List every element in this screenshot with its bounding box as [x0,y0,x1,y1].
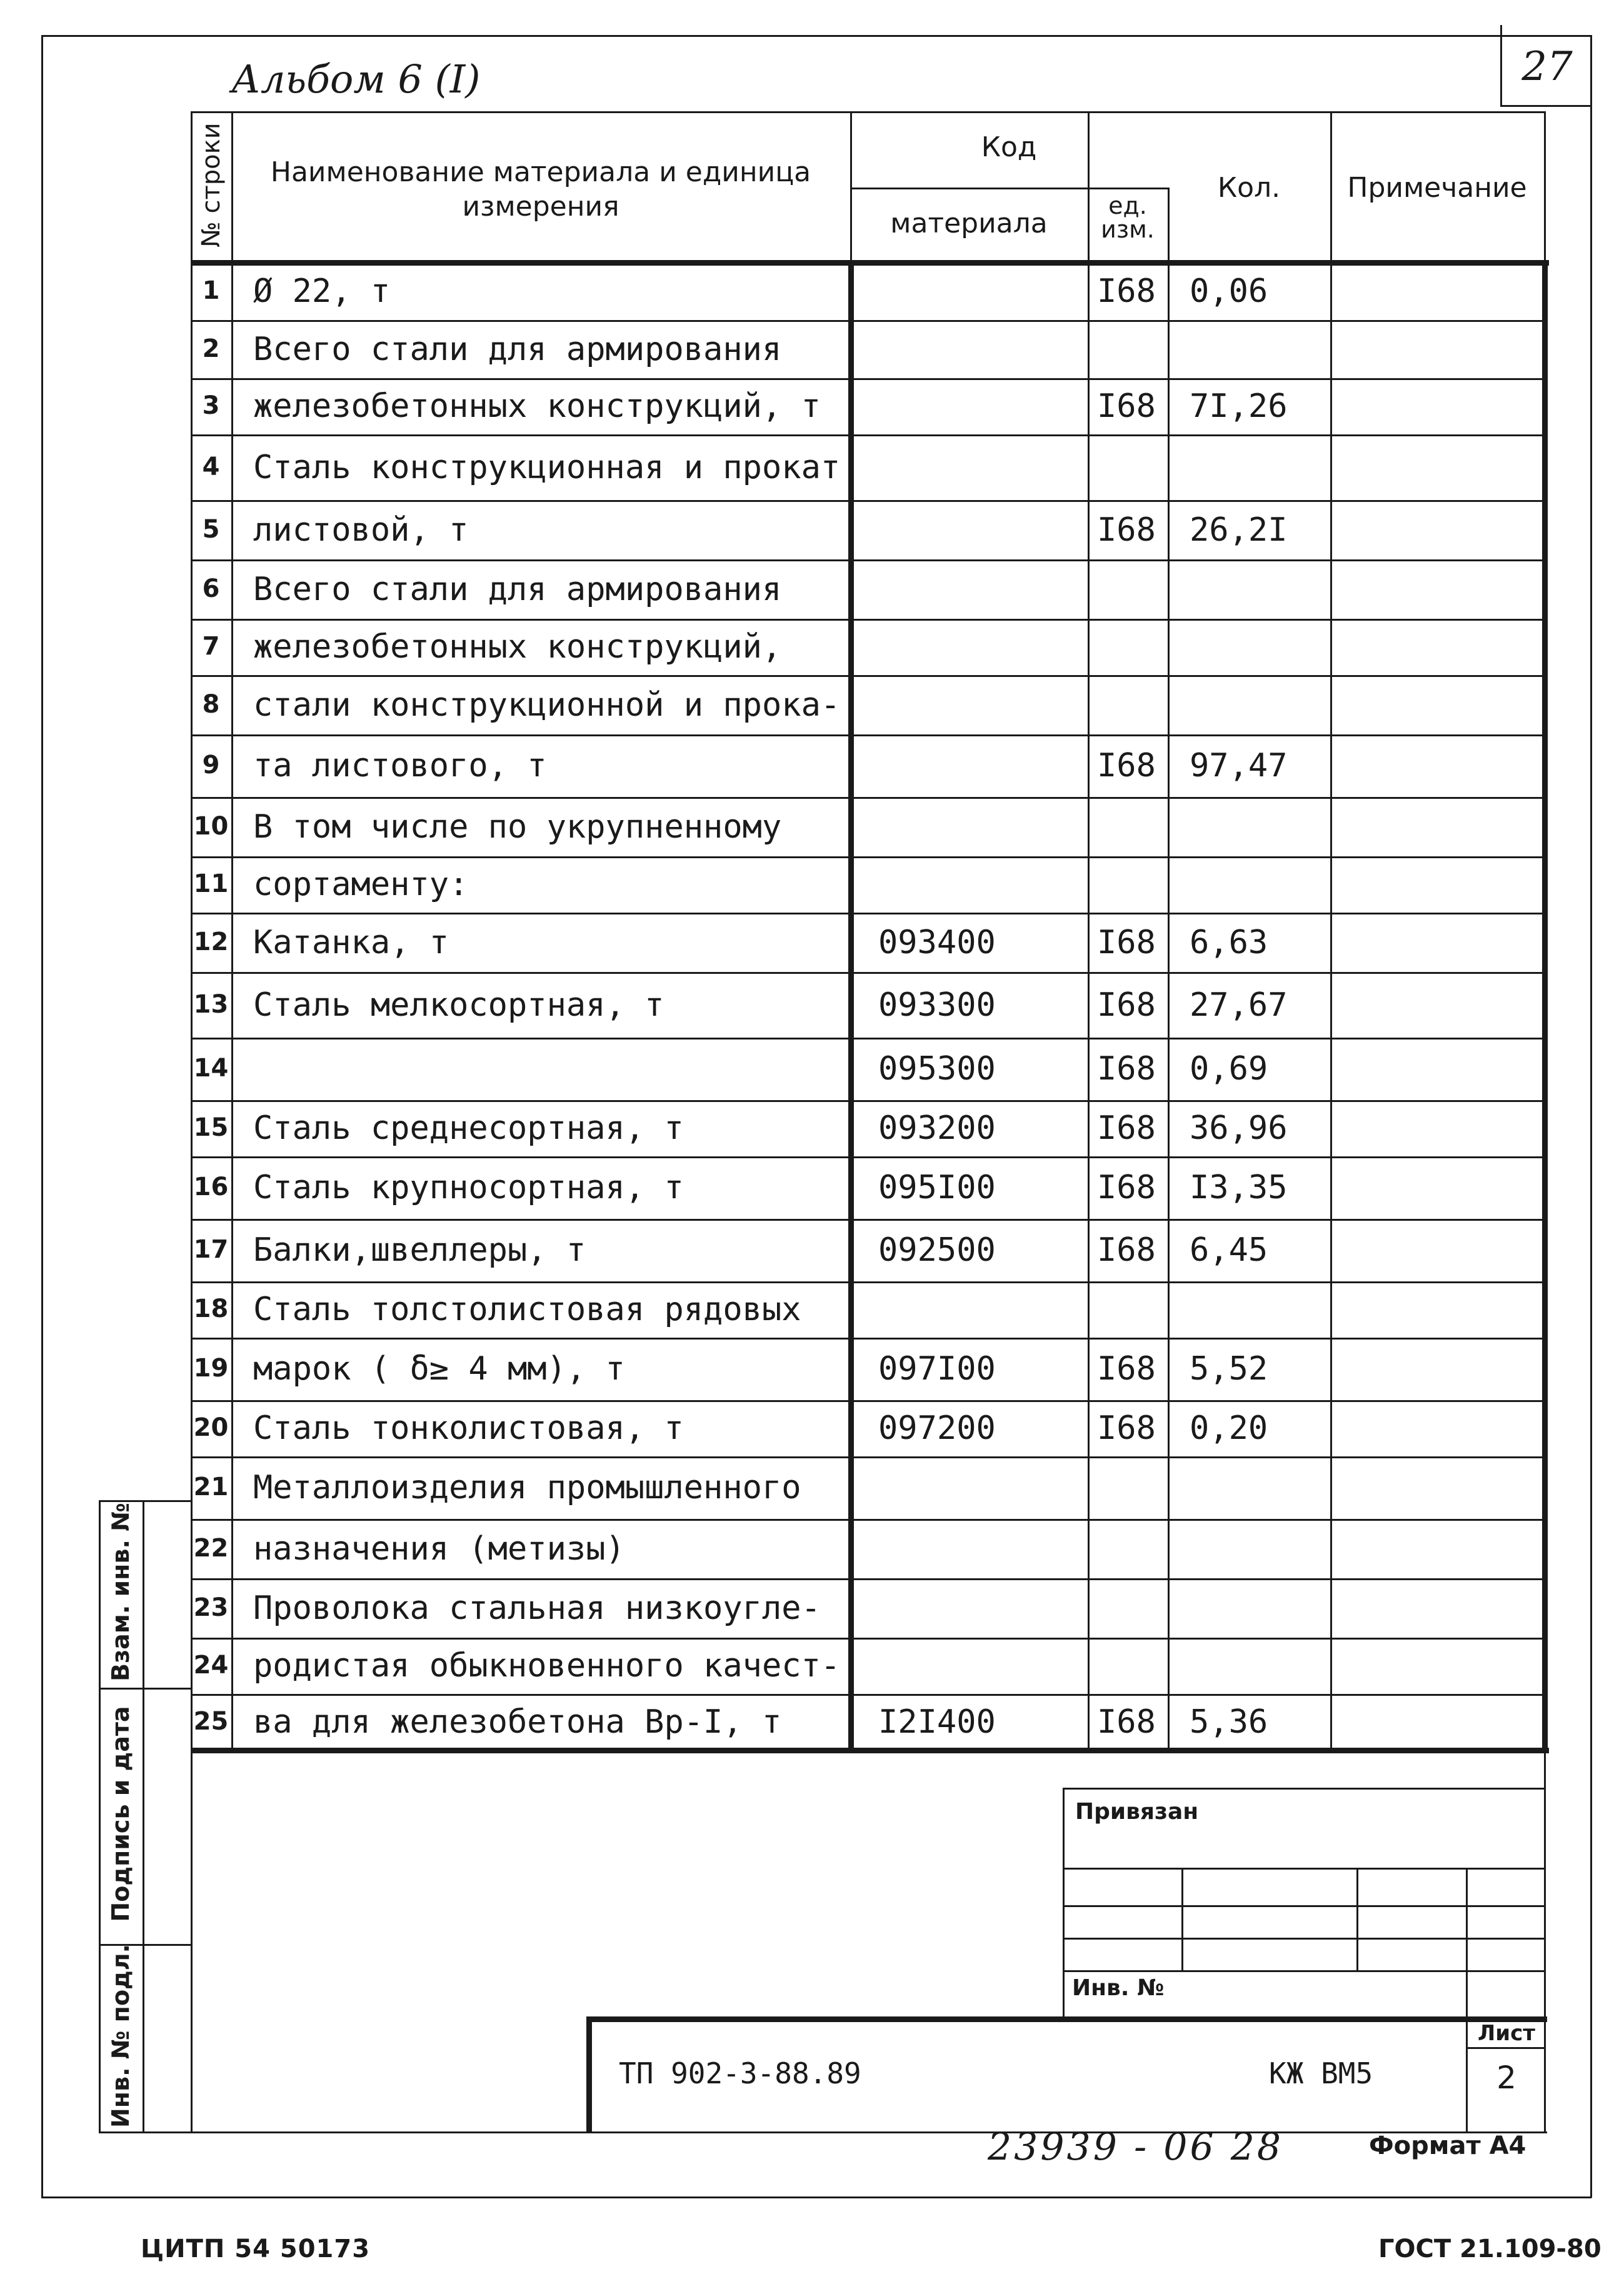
privyazan-rule [1063,1868,1544,1870]
row-material-code: 095300 [878,1050,996,1088]
row-material-code: 093400 [878,923,996,961]
side-line-mid [143,1500,144,2131]
row-rule [191,619,1544,621]
row-unit-code: I68 [1097,1410,1156,1447]
row-rule [191,1400,1544,1402]
row-quantity: 5,36 [1190,1703,1268,1741]
stamp-bottom [191,2131,1547,2133]
row-quantity: 0,06 [1190,273,1268,310]
column-line [1330,111,1332,1750]
row-material-code: I2I400 [878,1703,996,1741]
row-unit-code: I68 [1097,1703,1156,1741]
frame-right [1590,35,1592,2198]
sheet-left [1466,1970,1468,2131]
row-unit-code: I68 [1097,1109,1156,1147]
row-number: 3 [202,391,220,420]
row-name: родистая обыкновенного качест- [253,1647,841,1685]
row-name: сортаменту: [253,866,469,903]
row-name: Сталь мелкосортная, т [253,986,664,1024]
row-rule [191,1578,1544,1580]
side-label-inv-podl: Инв. № подл. [107,1943,134,2128]
row-name: марок ( δ≥ 4 мм), т [253,1350,625,1388]
row-material-code: 097I00 [878,1350,996,1388]
table-thick-rule [191,260,1549,266]
page-number: 27 [1521,44,1573,90]
header-code-unit: ед. изм. [1101,192,1155,243]
privyazan-rule [1063,1905,1544,1907]
privyazan-left [1063,1788,1065,2019]
row-number: 15 [193,1113,229,1142]
side-line-outer [99,1500,101,2131]
row-unit-code: I68 [1097,923,1156,961]
row-name: Металлоизделия промышленного [253,1469,801,1506]
row-number: 21 [193,1473,229,1501]
row-rule [191,734,1544,736]
row-number: 5 [202,514,220,544]
row-rule [191,378,1544,380]
title-strip-top [588,2016,1547,2022]
stamp-top [191,1750,1547,1752]
row-rule [191,856,1544,858]
row-material-code: 095I00 [878,1169,996,1206]
row-number: 23 [193,1593,229,1622]
side-line-inner [191,111,193,2131]
row-number: 16 [193,1173,229,1201]
side-label-podpis: Подпись и дата [107,1706,134,1922]
privyazan-label: Привязан [1075,1799,1199,1825]
gost-label: ГОСТ 21.109-80 [1378,2235,1601,2263]
row-material-code: 097200 [878,1410,996,1447]
row-name: стали конструкционной и прока- [253,686,841,724]
row-unit-code: I68 [1097,986,1156,1024]
thick-right-border [1542,260,1548,1753]
row-quantity: 97,47 [1190,747,1288,784]
row-rule [191,797,1544,799]
row-rule [191,1281,1544,1283]
row-unit-code: I68 [1097,1050,1156,1088]
row-rule [191,500,1544,502]
row-name: Сталь тонколистовая, т [253,1410,684,1447]
row-rule [191,972,1544,974]
header-quantity: Кол. [1217,172,1281,204]
privyazan-top [1063,1788,1544,1790]
thick-left-border [848,260,854,1753]
row-number: 24 [193,1651,229,1680]
header-name: Наименование материала и единица измерения [270,156,811,223]
row-rule [191,675,1544,677]
stamp-right [1544,1750,1546,2131]
row-material-code: 092500 [878,1231,996,1269]
row-quantity: 36,96 [1190,1109,1288,1147]
row-number: 4 [202,452,220,481]
row-rule [191,1219,1544,1221]
row-rule [191,434,1544,436]
album-title: Альбом 6 (I) [231,56,481,102]
row-rule [191,1456,1544,1458]
row-number: 14 [193,1054,229,1083]
row-quantity: 6,45 [1190,1231,1268,1269]
row-unit-code: I68 [1097,1169,1156,1206]
row-name: Всего стали для армирования [253,570,782,608]
row-quantity: 7I,26 [1190,388,1288,425]
row-number: 19 [193,1354,229,1383]
row-unit-code: I68 [1097,511,1156,549]
row-number: 9 [202,751,220,779]
row-unit-code: I68 [1097,388,1156,425]
row-name: железобетонных конструкций, [253,628,782,666]
inv-no-label: Инв. № [1072,1975,1165,2001]
privyazan-col [1181,1868,1183,1970]
header-note: Примечание [1347,172,1527,204]
row-quantity: 26,2I [1190,511,1288,549]
frame-left [41,35,43,2198]
frame-bottom [41,2196,1591,2198]
row-rule [191,1100,1544,1102]
row-rule [191,913,1544,914]
row-number: 18 [193,1295,229,1323]
page-box-bottom [1500,105,1591,107]
privyazan-rule [1063,1938,1544,1940]
row-number: 11 [193,869,229,898]
row-name: Всего стали для армирования [253,330,782,368]
side-rule [99,2131,191,2133]
row-name: Сталь среднесортная, т [253,1109,684,1147]
column-line [1168,188,1170,1750]
row-number: 8 [202,689,220,719]
row-name: та листового, т [253,747,547,784]
row-name: назначения (метизы) [253,1530,625,1568]
row-rule [191,320,1544,322]
row-rule [191,1038,1544,1039]
row-name: железобетонных конструкций, т [253,388,821,425]
privyazan-col [1356,1868,1358,1970]
doc-mark: КЖ ВМ5 [1269,2056,1373,2090]
row-number: 17 [193,1235,229,1264]
side-label-vzam: Взам. инв. № [107,1503,134,1681]
header-code-material: материала [890,208,1048,239]
row-number: 22 [193,1533,229,1563]
title-strip-left [586,2016,592,2131]
row-number: 1 [202,276,220,305]
row-rule [191,559,1544,561]
row-name: Сталь конструкционная и прокат [253,448,841,486]
header-top-line [191,111,1544,113]
row-quantity: 6,63 [1190,923,1268,961]
row-rule [191,1638,1544,1640]
row-name: листовой, т [253,511,469,549]
row-name: Катанка, т [253,923,449,961]
row-name: Балки,швеллеры, т [253,1231,586,1269]
row-rule [191,1694,1544,1696]
row-name: Проволока стальная низкоугле- [253,1589,821,1627]
format-label: Формат А4 [1369,2131,1526,2160]
page-box-left [1500,25,1502,106]
row-rule [191,1156,1544,1158]
row-unit-code: I68 [1097,273,1156,310]
row-number: 20 [193,1413,229,1442]
left-code: ЦИТП 54 50173 [141,2235,371,2263]
row-number: 7 [202,632,220,661]
row-quantity: I3,35 [1190,1169,1288,1206]
privyazan-rule [1063,1970,1544,1972]
header-code: Код [981,131,1037,163]
row-number: 12 [193,927,229,956]
column-line [231,111,233,1750]
row-rule [191,1519,1544,1521]
row-name: Ø 22, т [253,273,391,310]
row-name: Сталь крупносортная, т [253,1169,684,1206]
column-line [1088,111,1090,1750]
sheet-rule [1466,2047,1544,2049]
row-quantity: 0,20 [1190,1410,1268,1447]
row-name: ва для железобетона Вр-I, т [253,1703,782,1741]
row-unit-code: I68 [1097,1231,1156,1269]
handwritten-number: 23939 - 06 28 [988,2125,1284,2169]
header-code-line [850,188,1168,189]
row-name: В том числе по укрупненному [253,808,782,846]
row-rule [191,1338,1544,1340]
sheet-value: 2 [1496,2060,1516,2096]
row-number: 13 [193,989,229,1019]
row-quantity: 0,69 [1190,1050,1268,1088]
row-unit-code: I68 [1097,747,1156,784]
row-material-code: 093200 [878,1109,996,1147]
row-number: 10 [193,811,229,841]
doc-code: ТП 902-3-88.89 [619,2056,861,2090]
header-row-number: № строки [196,123,226,248]
row-quantity: 5,52 [1190,1350,1268,1388]
row-name: Сталь толстолистовая рядовых [253,1291,801,1328]
row-unit-code: I68 [1097,1350,1156,1388]
row-number: 25 [193,1707,229,1736]
row-material-code: 093300 [878,986,996,1024]
row-number: 2 [202,334,220,363]
privyazan-col [1466,1868,1468,1970]
row-number: 6 [202,574,220,603]
sheet-label: Лист [1478,2021,1535,2046]
row-quantity: 27,67 [1190,986,1288,1024]
frame-top [41,35,1591,37]
